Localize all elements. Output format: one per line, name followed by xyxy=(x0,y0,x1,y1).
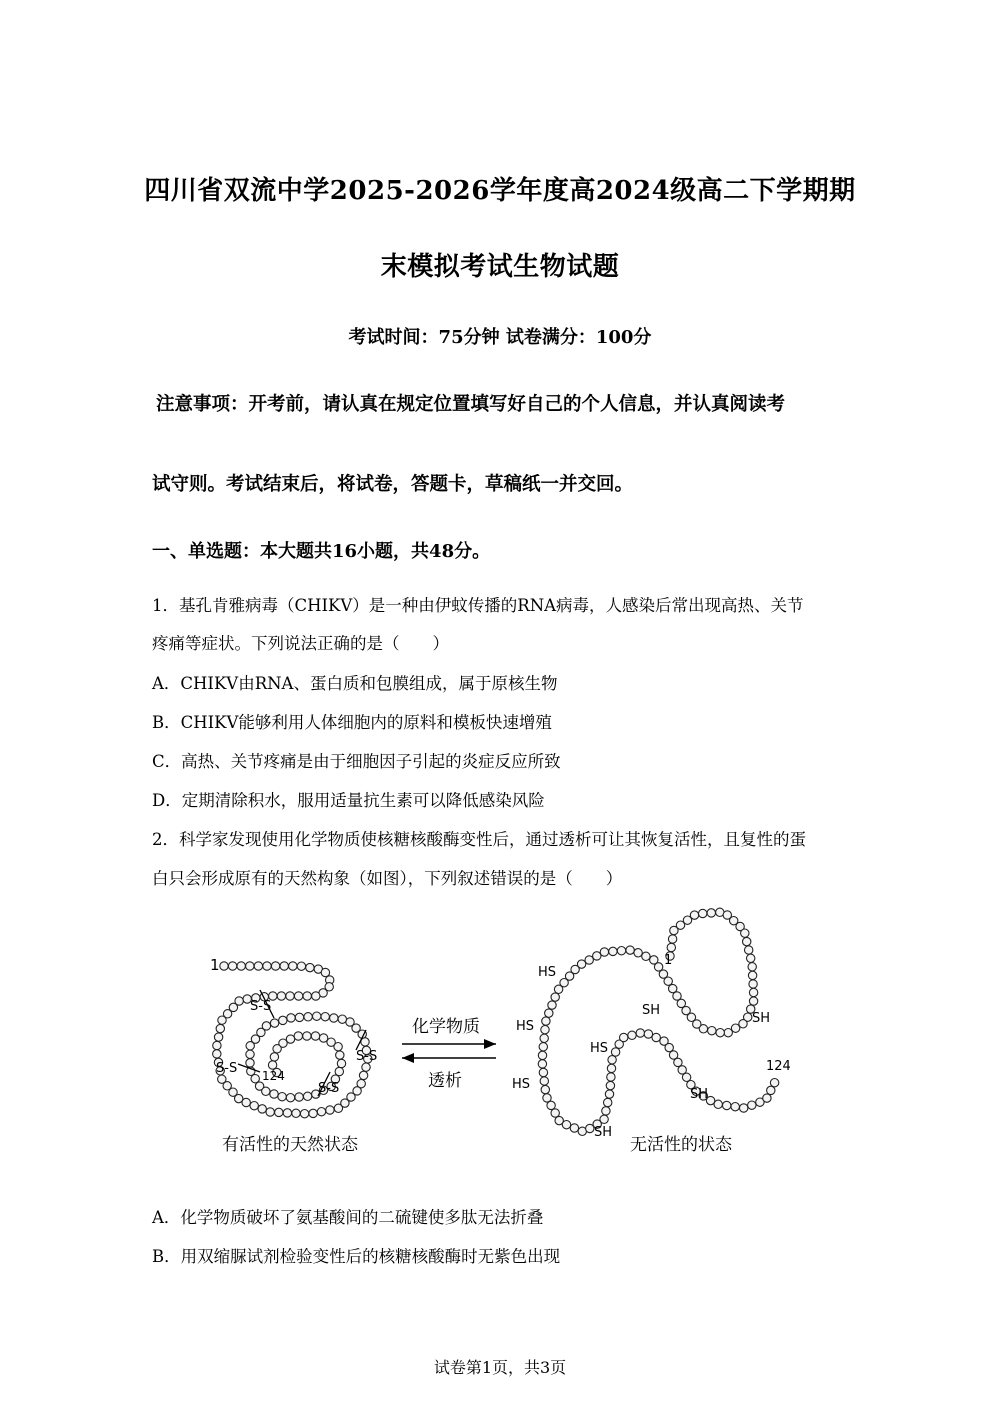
exam-title-line1: 四川省双流中学2025-2026学年度高2024级高二下学期期 xyxy=(144,176,856,206)
question-1-option-c: C．高热、关节疼痛是由于细胞因子引起的炎症反应所致 xyxy=(152,752,561,771)
amino-acid-bead xyxy=(538,1060,546,1068)
amino-acid-bead xyxy=(611,1048,619,1056)
question-1-option-a: A．CHIKV由RNA、蛋白质和包膜组成，属于原核生物 xyxy=(152,674,558,693)
amino-acid-bead xyxy=(770,1079,778,1087)
amino-acid-bead xyxy=(346,1018,354,1026)
amino-acid-bead xyxy=(541,1085,549,1093)
amino-acid-bead xyxy=(551,993,559,1001)
amino-acid-bead xyxy=(634,949,642,957)
amino-acid-bead xyxy=(317,1108,325,1116)
amino-acid-bead xyxy=(547,1101,555,1109)
protein-folding-figure xyxy=(200,900,810,1170)
question-1-stem-line1: 1．基孔肯雅病毒（CHIKV）是一种由伊蚊传播的RNA病毒，人感染后常出现高热、关节 xyxy=(152,596,804,615)
amino-acid-bead xyxy=(747,954,755,962)
amino-acid-bead xyxy=(538,1051,546,1059)
amino-acid-bead xyxy=(312,992,320,1000)
amino-acid-bead xyxy=(748,963,756,971)
amino-acid-bead xyxy=(246,1042,254,1050)
amino-acid-bead xyxy=(246,962,254,970)
amino-acid-bead xyxy=(326,1106,334,1114)
amino-acid-bead xyxy=(674,1058,682,1066)
amino-acid-bead xyxy=(216,1024,224,1032)
amino-acid-bead xyxy=(602,1107,610,1115)
amino-acid-bead xyxy=(303,1092,311,1100)
amino-acid-bead xyxy=(321,968,329,976)
amino-acid-bead xyxy=(554,985,562,993)
amino-acid-bead xyxy=(213,1050,221,1058)
question-1-stem-line2: 疼痛等症状。下列说法正确的是（ ） xyxy=(152,634,449,653)
amino-acid-bead xyxy=(266,1108,274,1116)
amino-acid-bead xyxy=(337,1059,345,1067)
denatured-chain xyxy=(538,908,779,1135)
amino-acid-bead xyxy=(295,1013,303,1021)
amino-acid-bead xyxy=(321,1013,329,1021)
dialysis-label: 透析 xyxy=(428,1071,462,1091)
amino-acid-bead xyxy=(604,1098,612,1106)
amino-acid-bead xyxy=(642,952,650,960)
amino-acid-bead xyxy=(292,1109,300,1117)
amino-acid-bead xyxy=(551,1109,559,1117)
amino-acid-bead xyxy=(313,1012,321,1020)
question-2-stem-line2: 白只会形成原有的天然构象（如图），下列叙述错误的是（ ） xyxy=(152,869,623,888)
amino-acid-bead xyxy=(540,1034,548,1042)
amino-acid-bead xyxy=(286,992,294,1000)
section-heading: 一、单选题：本大题共16小题，共48分。 xyxy=(152,541,491,562)
question-1-option-d: D．定期清除积水，服用适量抗生素可以降低感染风险 xyxy=(152,791,545,810)
amino-acid-bead xyxy=(540,1077,548,1085)
amino-acid-bead xyxy=(763,1094,771,1102)
chain-end-label-right: 124 xyxy=(766,1059,791,1074)
amino-acid-bead xyxy=(335,1067,343,1075)
amino-acid-bead xyxy=(608,1056,616,1064)
amino-acid-bead xyxy=(652,1033,660,1041)
notice-line2: 试守则。考试结束后，将试卷，答题卡，草稿纸一并交回。 xyxy=(152,474,634,495)
amino-acid-bead xyxy=(607,1064,615,1072)
amino-acid-bead xyxy=(609,947,617,955)
question-1-option-b: B．CHIKV能够利用人体细胞内的原料和模板快速增殖 xyxy=(152,713,552,732)
amino-acid-bead xyxy=(270,1019,278,1027)
amino-acid-bead xyxy=(731,1103,739,1111)
hs-label-2: HS xyxy=(516,1019,535,1034)
hs-label-1: HS xyxy=(538,965,557,980)
amino-acid-bead xyxy=(740,1104,748,1112)
amino-acid-bead xyxy=(303,992,311,1000)
amino-acid-bead xyxy=(362,1063,370,1071)
amino-acid-bead xyxy=(545,1009,553,1017)
reaction-arrows xyxy=(402,1017,496,1091)
amino-acid-bead xyxy=(541,1026,549,1034)
amino-acid-bead xyxy=(278,1093,286,1101)
amino-acid-bead xyxy=(650,956,658,964)
amino-acid-bead xyxy=(607,1073,615,1081)
hs-label-3: HS xyxy=(590,1041,609,1056)
amino-acid-bead xyxy=(220,962,228,970)
amino-acid-bead xyxy=(600,948,608,956)
amino-acid-bead xyxy=(279,1016,287,1024)
amino-acid-bead xyxy=(749,988,757,996)
denatured-state-caption: 无活性的状态 xyxy=(630,1135,732,1155)
native-chain xyxy=(213,962,372,1118)
amino-acid-bead xyxy=(338,1015,346,1023)
amino-acid-bead xyxy=(294,992,302,1000)
amino-acid-bead xyxy=(745,946,753,954)
question-2-option-b: B．用双缩脲试剂检验变性后的核糖核酸酶时无紫色出现 xyxy=(152,1247,561,1266)
amino-acid-bead xyxy=(716,1029,724,1037)
amino-acid-bead xyxy=(626,946,634,954)
amino-acid-bead xyxy=(605,1090,613,1098)
amino-acid-bead xyxy=(749,980,757,988)
ss-label-3: S-S xyxy=(356,1049,378,1064)
amino-acid-bead xyxy=(297,962,305,970)
amino-acid-bead xyxy=(319,1034,327,1042)
amino-acid-bead xyxy=(250,1102,258,1110)
chain-end-label-left: 124 xyxy=(262,1069,285,1083)
amino-acid-bead xyxy=(311,1032,319,1040)
amino-acid-bead xyxy=(644,1030,652,1038)
amino-acid-bead xyxy=(620,1033,628,1041)
chemical-agent-label: 化学物质 xyxy=(412,1017,480,1037)
amino-acid-bead xyxy=(542,1017,550,1025)
amino-acid-bead xyxy=(303,1032,311,1040)
amino-acid-bead xyxy=(628,1031,636,1039)
amino-acid-bead xyxy=(263,962,271,970)
amino-acid-bead xyxy=(617,947,625,955)
amino-acid-bead xyxy=(309,1109,317,1117)
amino-acid-bead xyxy=(539,1043,547,1051)
amino-acid-bead xyxy=(359,1071,367,1079)
amino-acid-bead xyxy=(749,997,757,1005)
question-2-option-a: A．化学物质破坏了氨基酸间的二硫键使多肽无法折叠 xyxy=(152,1208,544,1227)
amino-acid-bead xyxy=(218,1016,226,1024)
amino-acid-bead xyxy=(539,1068,547,1076)
amino-acid-bead xyxy=(714,1100,722,1108)
ss-label-1: S-S xyxy=(250,999,272,1014)
amino-acid-bead xyxy=(287,1014,295,1022)
amino-acid-bead xyxy=(228,962,236,970)
amino-acid-bead xyxy=(304,1013,312,1021)
exam-time-score: 考试时间：75分钟 试卷满分：100分 xyxy=(348,327,652,348)
amino-acid-bead xyxy=(690,911,698,919)
amino-acid-bead xyxy=(330,1014,338,1022)
amino-acid-bead xyxy=(294,1032,302,1040)
amino-acid-bead xyxy=(262,1087,270,1095)
amino-acid-bead xyxy=(593,952,601,960)
amino-acid-bead xyxy=(723,1101,731,1109)
amino-acid-bead xyxy=(724,1029,732,1037)
amino-acid-bead xyxy=(585,956,593,964)
sh-label-1: SH xyxy=(642,1003,661,1018)
amino-acid-bead xyxy=(214,1033,222,1041)
amino-acid-bead xyxy=(213,1041,221,1049)
right-start-label: 1 xyxy=(664,953,673,968)
amino-acid-bead xyxy=(562,1121,570,1129)
amino-acid-bead xyxy=(271,962,279,970)
amino-acid-bead xyxy=(636,1029,644,1037)
question-2-stem-line1: 2．科学家发现使用化学物质使核糖核酸酶变性后，通过透析可让其恢复活性，且复性的蛋 xyxy=(152,830,806,849)
amino-acid-bead xyxy=(286,1094,294,1102)
amino-acid-bead xyxy=(708,1027,716,1035)
amino-acid-bead xyxy=(570,1124,578,1132)
amino-acid-bead xyxy=(707,909,715,917)
amino-acid-bead xyxy=(748,971,756,979)
amino-acid-bead xyxy=(357,1080,365,1088)
amino-acid-bead xyxy=(748,1101,756,1109)
chain-start-label: 1 xyxy=(210,956,220,974)
notice-line1: 注意事项：开考前，请认真在规定位置填写好自己的个人信息，并认真阅读考 xyxy=(156,394,786,415)
amino-acid-bead xyxy=(767,1086,775,1094)
amino-acid-bead xyxy=(668,935,676,943)
amino-acid-bead xyxy=(295,1093,303,1101)
amino-acid-bead xyxy=(600,1115,608,1123)
amino-acid-bead xyxy=(270,1090,278,1098)
native-state-caption: 有活性的天然状态 xyxy=(222,1135,358,1155)
amino-acid-bead xyxy=(270,1053,278,1061)
ss-label-4: S-S xyxy=(318,1081,340,1096)
amino-acid-bead xyxy=(237,962,245,970)
page-footer: 试卷第1页，共3页 xyxy=(433,1358,567,1377)
amino-acid-bead xyxy=(280,962,288,970)
amino-acid-bead xyxy=(283,1109,291,1117)
sh-label-2: SH xyxy=(752,1011,771,1026)
amino-acid-bead xyxy=(258,1105,266,1113)
amino-acid-bead xyxy=(254,962,262,970)
amino-acid-bead xyxy=(741,929,749,937)
amino-acid-bead xyxy=(548,1001,556,1009)
amino-acid-bead xyxy=(300,1110,308,1118)
amino-acid-bead xyxy=(743,937,751,945)
amino-acid-bead xyxy=(273,1045,281,1053)
amino-acid-bead xyxy=(667,943,675,951)
amino-acid-bead xyxy=(246,1059,254,1067)
amino-acid-bead xyxy=(336,1051,344,1059)
amino-acid-bead xyxy=(699,909,707,917)
amino-acid-bead xyxy=(242,1098,250,1106)
sh-label-3: SH xyxy=(690,1087,709,1102)
amino-acid-bead xyxy=(246,1050,254,1058)
amino-acid-bead xyxy=(306,963,314,971)
amino-acid-bead xyxy=(289,962,297,970)
ss-label-2: S-S xyxy=(216,1061,238,1076)
amino-acid-bead xyxy=(606,1081,614,1089)
sh-label-4: SH xyxy=(594,1125,613,1140)
amino-acid-bead xyxy=(277,992,285,1000)
hs-label-4: HS xyxy=(512,1077,531,1092)
exam-title-line2: 末模拟考试生物试题 xyxy=(380,252,620,282)
amino-acid-bead xyxy=(275,1108,283,1116)
